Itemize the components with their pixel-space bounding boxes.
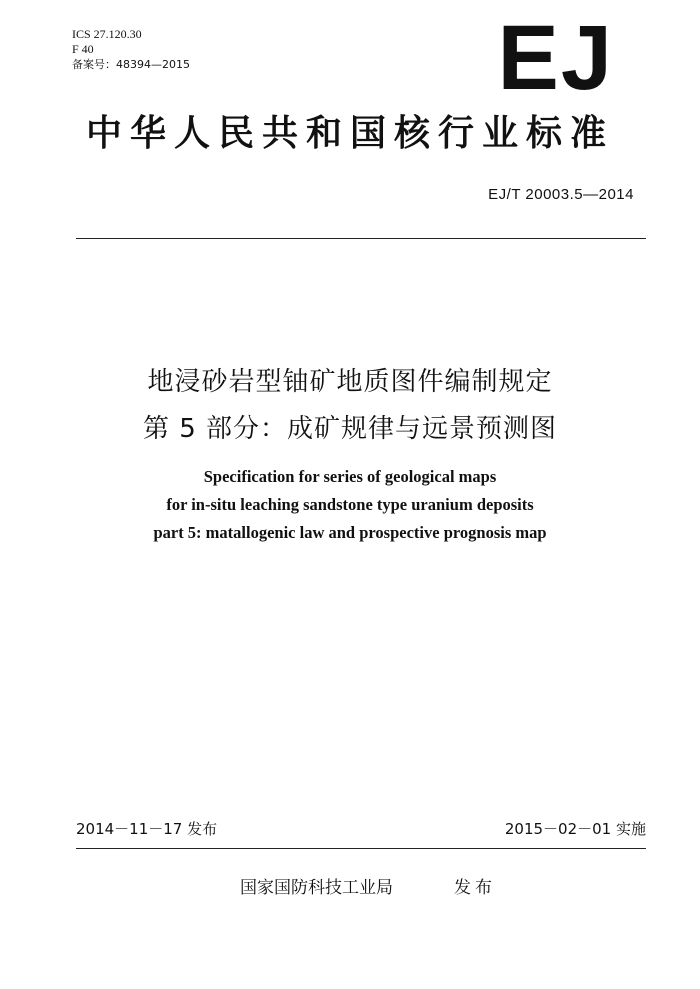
en-title-line1: Specification for series of geological maps: [203, 467, 497, 486]
ccs-code: F 40: [72, 42, 94, 56]
issuer-name: 国家国防科技工业局: [240, 878, 393, 898]
en-title-line3: part 5: matallogenic law and prospective prognosis map: [153, 523, 547, 542]
issue-date: 2014－11－17 发布: [76, 820, 218, 838]
footer-divider: [76, 848, 646, 849]
header-divider: [76, 238, 646, 239]
en-title-line2: for in-situ leaching sandstone type uranium deposits: [166, 495, 534, 514]
cn-title-line1: 地浸砂岩型铀矿地质图件编制规定: [147, 367, 553, 397]
ics-code: ICS 27.120.30: [72, 27, 142, 41]
cn-title-line2: 第 5 部分：成矿规律与远景预测图: [142, 414, 558, 444]
effective-date: 2015－02－01 实施: [504, 820, 646, 838]
standard-code: EJ/T 20003.5—2014: [488, 186, 634, 203]
record-number: 备案号：48394—2015: [72, 58, 190, 71]
ej-logo: EJ: [497, 7, 614, 109]
issue-label: 发布: [454, 878, 496, 898]
standard-title: 中华人民共和国核行业标准: [85, 113, 614, 154]
